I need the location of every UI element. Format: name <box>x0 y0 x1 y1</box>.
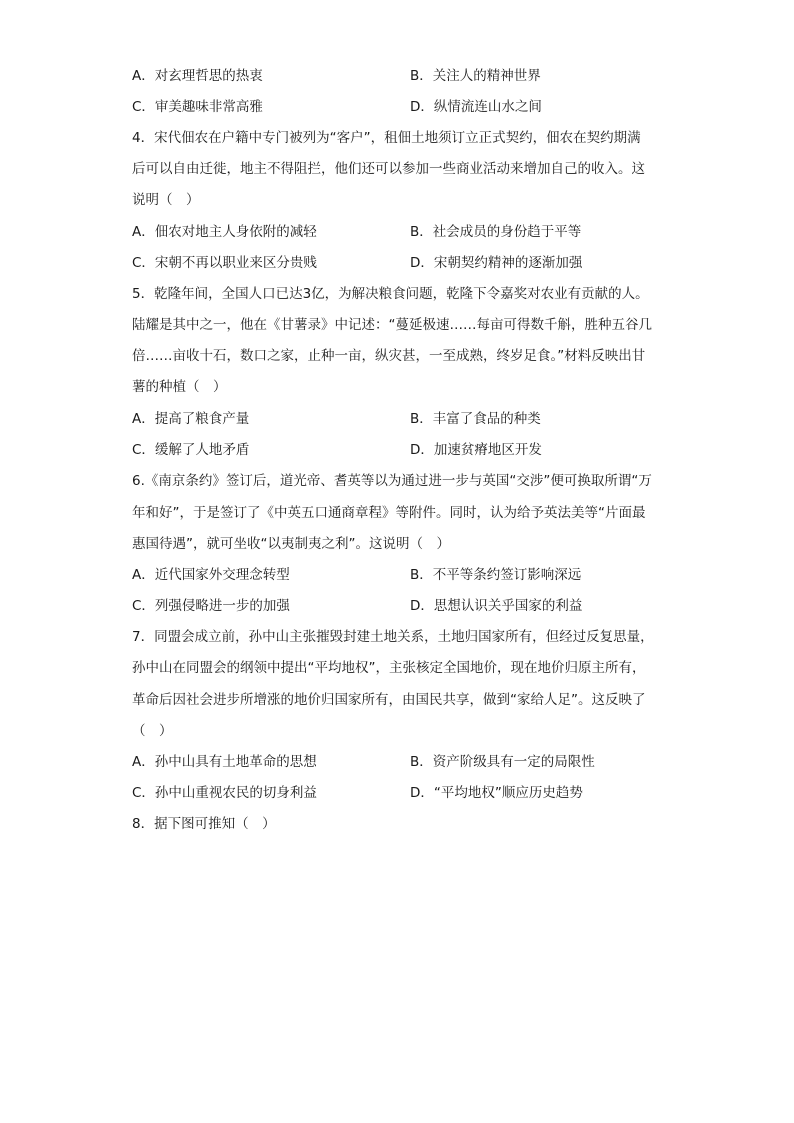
q5-stem-line-4: 薯的种植（ ） <box>132 379 227 395</box>
q4-option-c: C．宋朝不再以职业来区分贵贱 <box>132 255 317 271</box>
q7-option-a: A．孙中山具有土地革命的思想 <box>132 754 317 770</box>
q5-option-b: B．丰富了食品的种类 <box>410 411 541 427</box>
q4-stem-line-2: 后可以自由迁徙，地主不得阻拦，他们还可以参加一些商业活动来增加自己的收入。这 <box>132 161 645 177</box>
q4-option-d: D．宋朝契约精神的逐渐加强 <box>410 255 583 271</box>
q4-option-b: B．社会成员的身份趋于平等 <box>410 224 582 240</box>
q7-option-c: C．孙中山重视农民的切身利益 <box>132 785 317 801</box>
q5-stem-line-1: 5．乾隆年间，全国人口已达3亿，为解决粮食问题，乾隆下令嘉奖对农业有贡献的人。 <box>132 286 649 302</box>
q8-stem-line-1: 8．据下图可推知（ ） <box>132 816 276 832</box>
q7-stem-line-3: 革命后因社会进步所增涨的地价归国家所有，由国民共享，做到“家给人足”。这反映了 <box>132 692 646 708</box>
q7-stem-line-4: （ ） <box>132 723 173 739</box>
q5-option-d: D．加速贫瘠地区开发 <box>410 442 542 458</box>
q3-option-b: B．关注人的精神世界 <box>410 68 541 84</box>
q5-stem-line-3: 倍……亩收十石，数口之家，止种一亩，纵灾甚，一至成熟，终岁足食。”材料反映出甘 <box>132 348 646 364</box>
q3-option-c: C．审美趣味非常高雅 <box>132 99 263 115</box>
q5-stem-line-2: 陆耀是其中之一，他在《甘薯录》中记述：“蔓延极速……每亩可得数千斛，胜种五谷几 <box>132 317 652 333</box>
q6-option-d: D．思想认识关乎国家的利益 <box>410 598 583 614</box>
q6-stem-line-1: 6.《南京条约》签订后，道光帝、耆英等以为通过进一步与英国“交涉”便可换取所谓“万 <box>132 473 652 489</box>
q7-option-d: D．“平均地权”顺应历史趋势 <box>410 785 583 801</box>
q6-option-a: A．近代国家外交理念转型 <box>132 567 290 583</box>
q5-option-c: C．缓解了人地矛盾 <box>132 442 250 458</box>
q6-option-c: C．列强侵略进一步的加强 <box>132 598 290 614</box>
q4-stem-line-3: 说明（ ） <box>132 192 200 208</box>
q6-stem-line-2: 年和好”，于是签订了《中英五口通商章程》等附件。同时，认为给予英法美等“片面最 <box>132 505 646 521</box>
q6-stem-line-3: 惠国待遇”，就可坐收“以夷制夷之利”。这说明（ ） <box>132 536 450 552</box>
q5-option-a: A．提高了粮食产量 <box>132 411 250 427</box>
q3-option-a: A．对玄理哲思的热衷 <box>132 68 263 84</box>
q3-option-d: D．纵情流连山水之间 <box>410 99 542 115</box>
q4-option-a: A．佃农对地主人身依附的减轻 <box>132 224 317 240</box>
q7-option-b: B．资产阶级具有一定的局限性 <box>410 754 595 770</box>
q7-stem-line-1: 7．同盟会成立前，孙中山主张摧毁封建土地关系，土地归国家所有，但经过反复思量， <box>132 629 654 645</box>
q7-stem-line-2: 孙中山在同盟会的纲领中提出“平均地权”，主张核定全国地价，现在地价归原主所有， <box>132 660 646 676</box>
q4-stem-line-1: 4．宋代佃农在户籍中专门被列为“客户”，租佃土地须订立正式契约，佃农在契约期满 <box>132 130 641 146</box>
q6-option-b: B．不平等条约签订影响深远 <box>410 567 582 583</box>
